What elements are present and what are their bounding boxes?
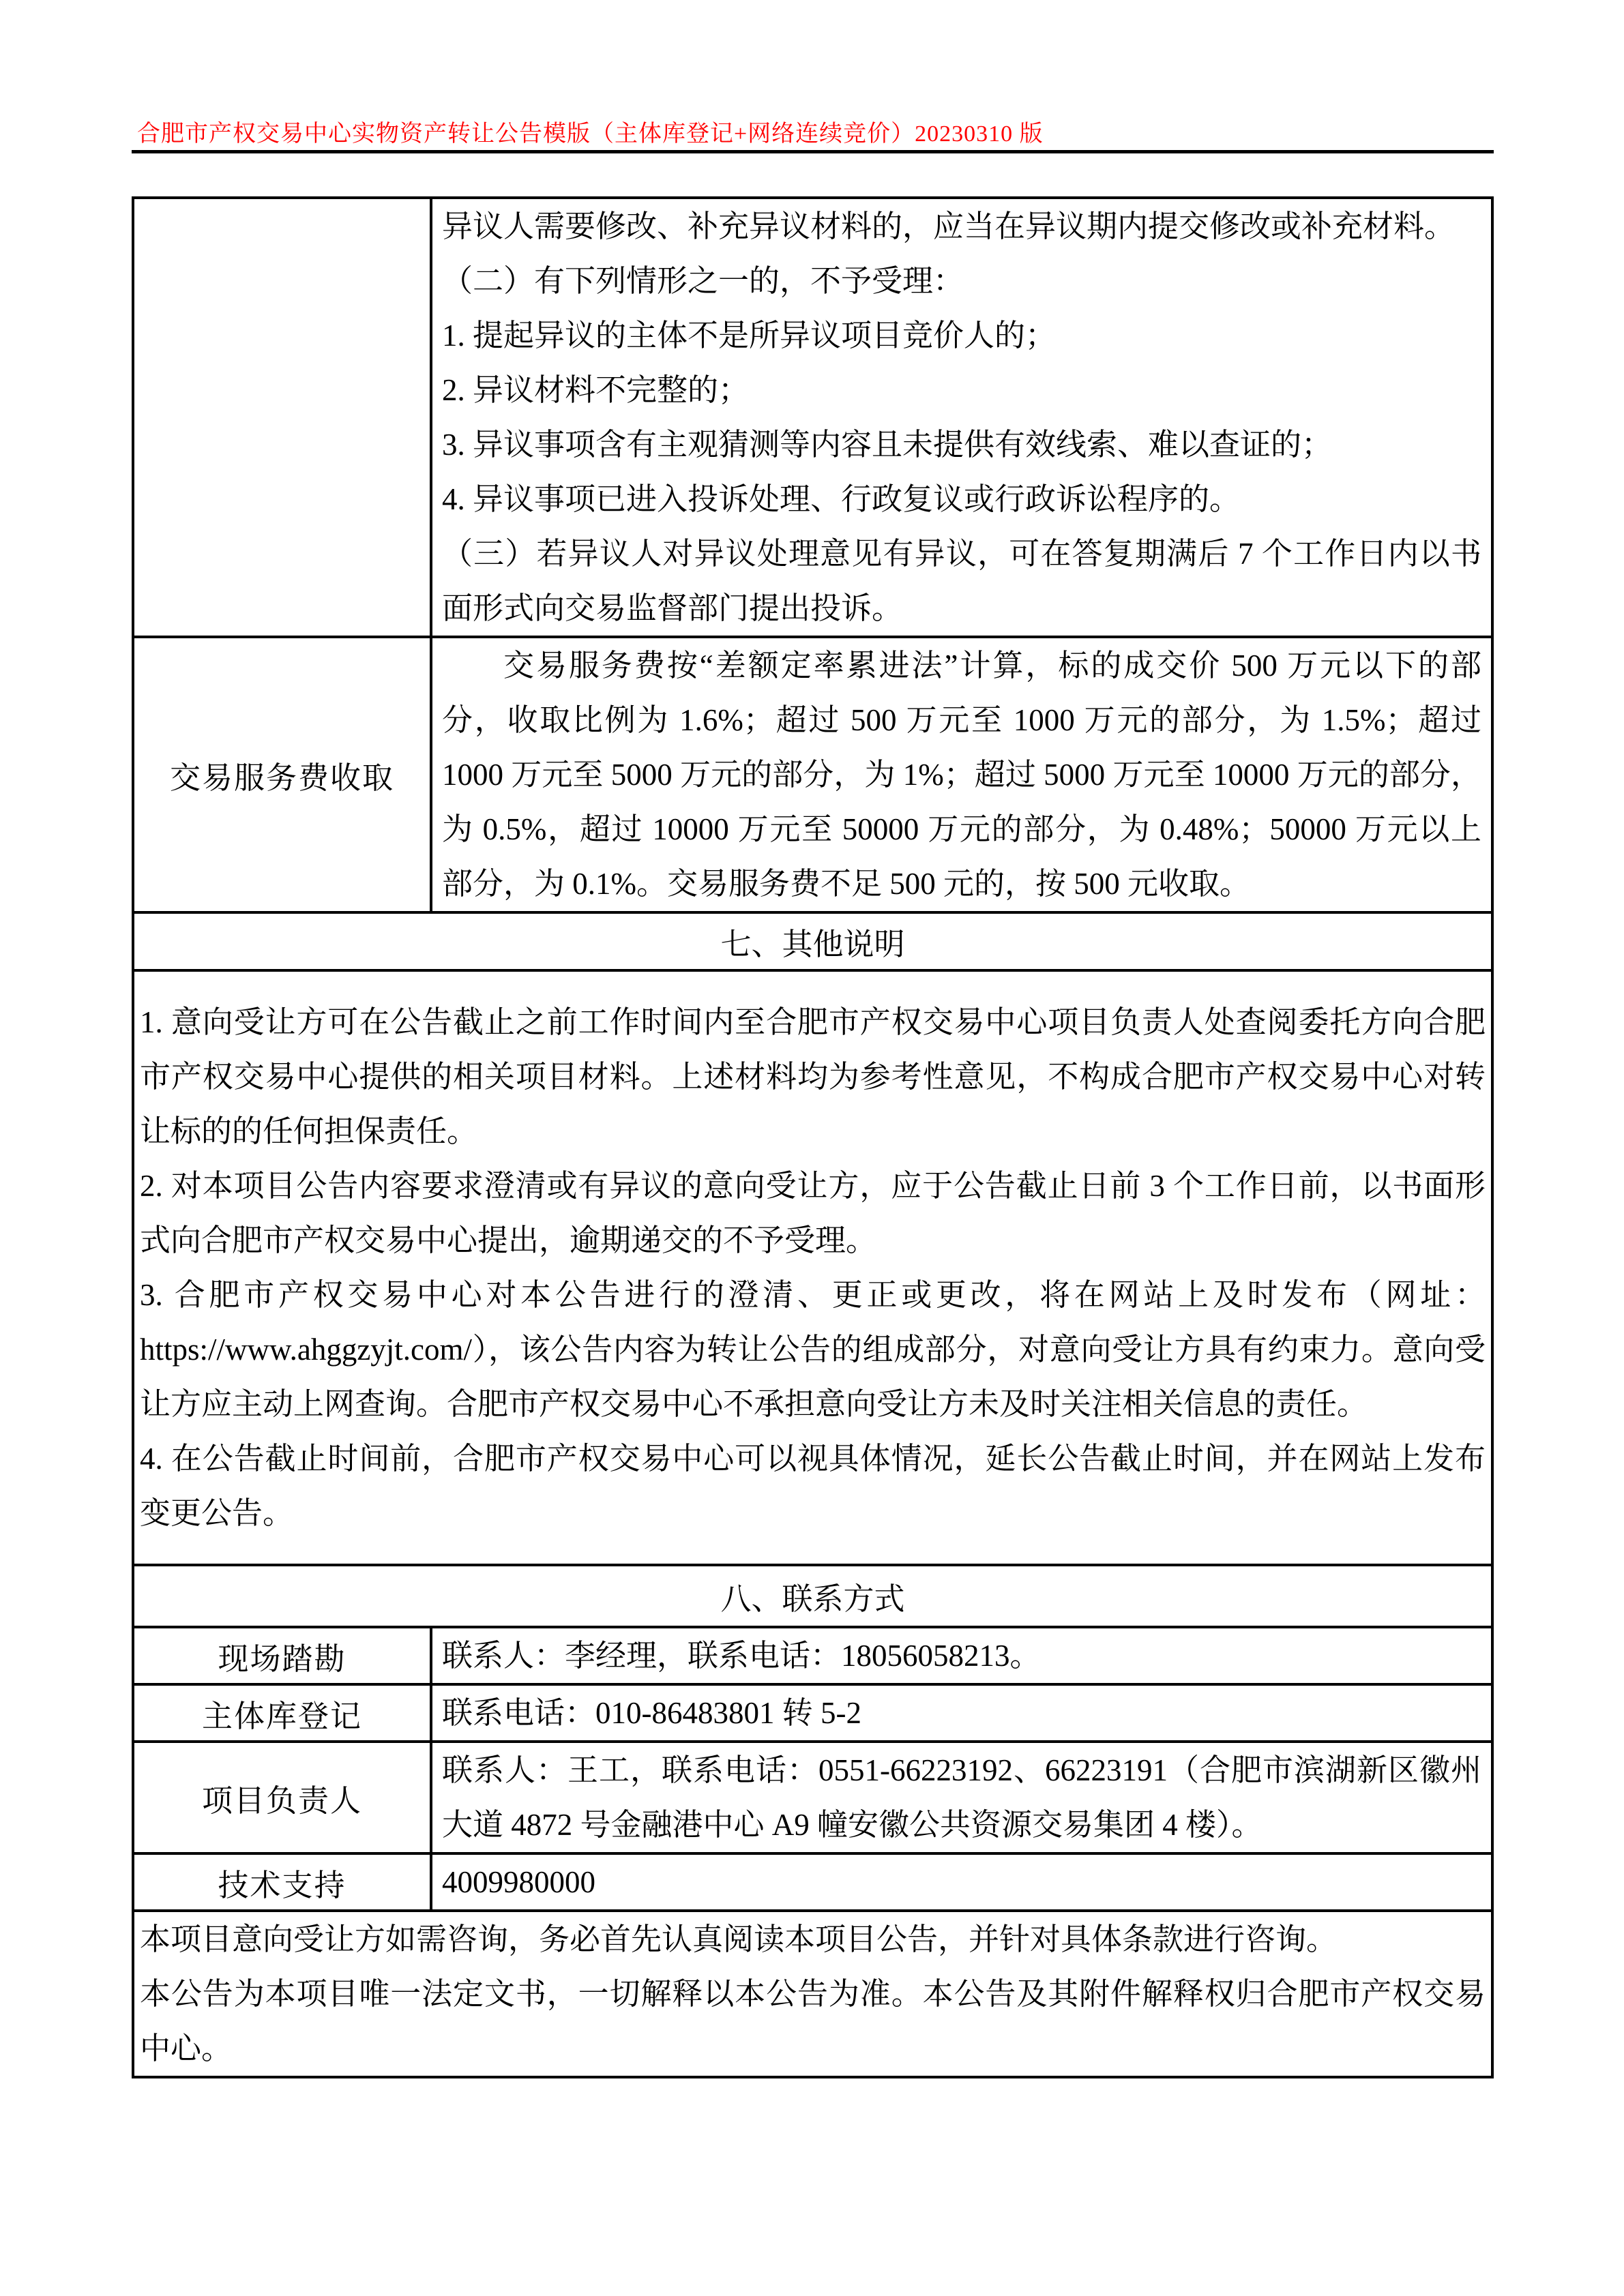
objection-paragraph: 3. 异议事项含有主观猜测等内容且未提供有效线索、难以查证的； [442, 428, 1333, 462]
objection-paragraph: 2. 异议材料不完整的； [442, 373, 750, 407]
table-row-site-survey [133, 1627, 1492, 1684]
footer-paragraph: 本项目意向受让方如需咨询，务必首先认真阅读本项目公告，并针对具体条款进行咨询。 [140, 1922, 1338, 1956]
other-notes-cell [133, 970, 1492, 1565]
table-row-section8-header [133, 1565, 1492, 1627]
other-notes-paragraph: 4. 在公告截止时间前，合肥市产权交易中心可以视具体情况，延长公告截止时间，并在网站上发布变更公告。 [140, 1442, 1486, 1530]
contact-value-text: 4009980000 [442, 1865, 595, 1899]
title-underline-rule [132, 150, 1494, 153]
table-row-section7-header [133, 912, 1492, 970]
service-fee-label: 交易服务费收取 [133, 637, 431, 912]
section-header-other-notes: 七、其他说明 [133, 912, 1492, 970]
contact-value-text: 联系人：李经理，联系电话：18056058213。 [442, 1639, 1041, 1673]
footer-note-cell [133, 1911, 1492, 2077]
table-row-tech-support [133, 1853, 1492, 1911]
section-header-contact: 八、联系方式 [133, 1565, 1492, 1627]
table-row-other-notes [133, 970, 1492, 1565]
objection-paragraph: 4. 异议事项已进入投诉处理、行政复议或行政诉讼程序的。 [442, 482, 1241, 516]
other-notes-paragraph: 3. 合肥市产权交易中心对本公告进行的澄清、更正或更改，将在网站上及时发布（网址：https://www.ahggzyjt.com/），该公告内容为转让公告的组成部分，对意向受让方具有约束力。意向受让方应主动上网查询。合肥市产权交易中心不承担意向受让方未及时关注相关信息的责任。 [140, 1278, 1486, 1421]
footer-paragraph: 本公告为本项目唯一法定文书，一切解释以本公告为准。本公告及其附件解释权归合肥市产权交易中心。 [140, 1977, 1486, 2066]
contact-value-text: 联系人：王工，联系电话：0551-66223192、66223191（合肥市滨湖新区徽州大道 4872 号金融港中心 A9 幢安徽公共资源交易集团 4 楼）。 [442, 1753, 1481, 1842]
service-fee-text: 交易服务费按“差额定率累进法”计算，标的成交价 500 万元以下的部分，收取比例为 1.6%；超过 500 万元至 1000 万元的部分，为 1.5%；超过 1000 万元至 5000 万元的部分，为 1%；超过 5000 万元至 10000 万元的部分，为 0.5%，超过 10000 万元至 50000 万元的部分，为 0.48%；50000 万元以上部分，为 0.1%。交易服务费不足 500 元的，按 500 元收取。 [442, 648, 1481, 901]
table-row-registry [133, 1684, 1492, 1742]
table-row-objection [133, 198, 1492, 637]
table-row-project-manager [133, 1742, 1492, 1853]
contact-label-site-survey: 现场踏勘 [133, 1627, 431, 1684]
contact-label-tech-support: 技术支持 [133, 1853, 431, 1911]
objection-paragraph: 1. 提起异议的主体不是所异议项目竞价人的； [442, 318, 1057, 353]
other-notes-paragraph: 1. 意向受让方可在公告截止之前工作时间内至合肥市产权交易中心项目负责人处查阅委托方向合肥市产权交易中心提供的相关项目材料。上述材料均为参考性意见，不构成合肥市产权交易中心对转让标的的任何担保责任。 [140, 1005, 1486, 1148]
contact-value-tech-support [431, 1853, 1492, 1911]
table-row-service-fee [133, 637, 1492, 912]
announcement-table [132, 196, 1494, 2078]
objection-paragraph: （三）若异议人对异议处理意见有异议，可在答复期满后 7 个工作日内以书面形式向交易监督部门提出投诉。 [442, 537, 1481, 625]
page-title: 合肥市产权交易中心实物资产转让公告模版（主体库登记+网络连续竞价）20230310 版 [137, 121, 1044, 147]
contact-value-site-survey [431, 1627, 1492, 1684]
objection-paragraph: 异议人需要修改、补充异议材料的，应当在异议期内提交修改或补充材料。 [442, 209, 1456, 243]
table-row-footer-note [133, 1911, 1492, 2077]
contact-value-registry [431, 1684, 1492, 1742]
objection-label-cell-empty [133, 198, 431, 637]
objection-paragraph: （二）有下列情形之一的，不予受理： [442, 264, 964, 298]
other-notes-paragraph: 2. 对本项目公告内容要求澄清或有异议的意向受让方，应于公告截止日前 3 个工作日前，以书面形式向合肥市产权交易中心提出，逾期递交的不予受理。 [140, 1169, 1486, 1257]
contact-value-text: 联系电话：010-86483801 转 5-2 [442, 1696, 861, 1730]
contact-label-registry: 主体库登记 [133, 1684, 431, 1742]
objection-content-cell [431, 198, 1492, 637]
contact-label-project-manager: 项目负责人 [133, 1742, 431, 1853]
service-fee-content-cell [431, 637, 1492, 912]
contact-value-project-manager [431, 1742, 1492, 1853]
